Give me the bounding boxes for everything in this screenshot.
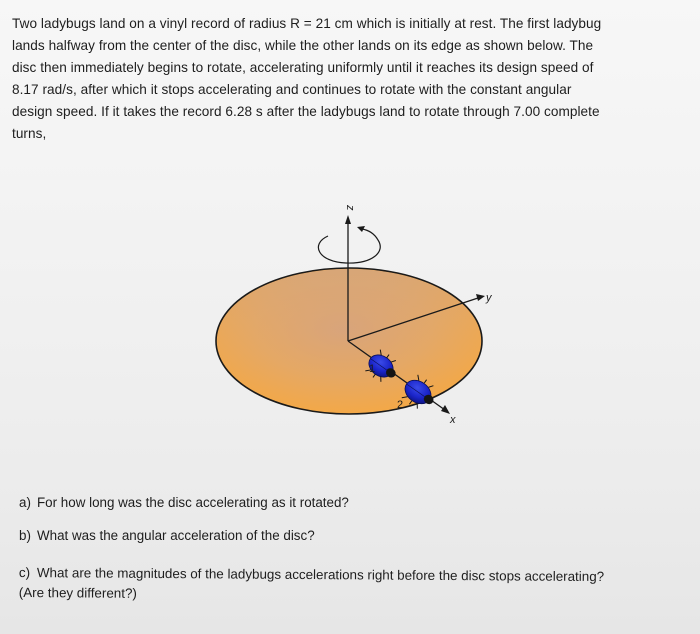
question-text-continued: (Are they different?) xyxy=(18,584,137,601)
z-axis-label: z xyxy=(344,205,356,211)
question-label: b) xyxy=(19,528,31,543)
problem-line: disc then immediately begins to rotate, accelerating uniformly until it reaches its design speed of xyxy=(12,60,594,75)
question-label: a) xyxy=(19,495,31,510)
rotation-arrow xyxy=(318,229,380,263)
ladybug-2-label: 2 xyxy=(397,399,404,411)
ladybug-1-label: 1 xyxy=(369,363,376,375)
problem-line: Two ladybugs land on a vinyl record of radius R = 21 cm which is initially at rest. The first ladybug xyxy=(12,16,602,31)
question-label: c) xyxy=(18,564,31,581)
y-axis-arrowhead xyxy=(476,294,485,301)
problem-line: 8.17 rad/s, after which it stops accelerating and continues to rotate with the constant angular xyxy=(12,82,572,97)
question-text: What was the angular acceleration of the disc? xyxy=(37,528,315,543)
problem-line: design speed. If it takes the record 6.28 s after the ladybugs land to rotate through 7.00 complete xyxy=(12,104,600,119)
z-axis-arrowhead xyxy=(345,215,351,224)
problem-line: turns, xyxy=(12,126,47,141)
question-text: For how long was the disc accelerating as it rotated? xyxy=(37,495,349,510)
x-axis-arrowhead xyxy=(441,405,450,414)
question-c xyxy=(19,563,604,607)
question-text: What are the magnitudes of the ladybugs accelerations right before the disc stops accelerating? xyxy=(36,565,605,585)
y-axis-label: y xyxy=(486,292,492,304)
question-a xyxy=(19,493,349,513)
problem-line: lands halfway from the center of the disc, while the other lands on its edge as shown below. The xyxy=(12,38,594,53)
x-axis-label: x xyxy=(450,414,456,426)
question-b xyxy=(19,526,315,546)
